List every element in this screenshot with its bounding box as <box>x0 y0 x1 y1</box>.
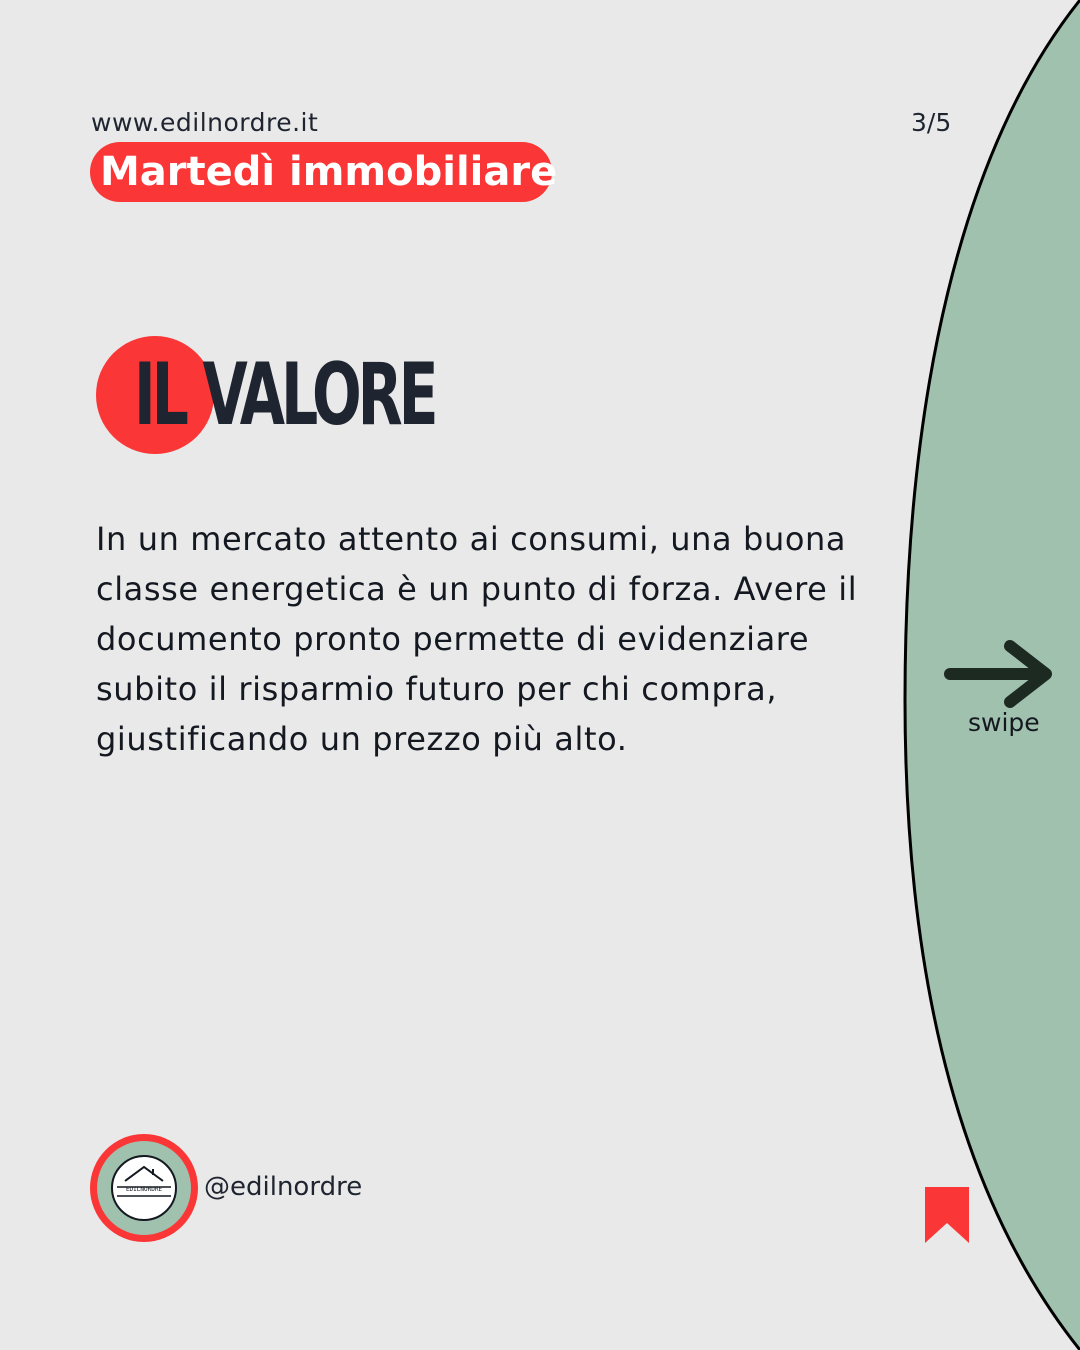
body-paragraph: In un mercato attento ai consumi, una buona classe energetica è un punto di forza. Avere il documento pronto permette di evidenziare subito il risparmio futuro per chi compra, giustificando un prezzo più alto. <box>96 520 858 758</box>
logo <box>111 1155 177 1221</box>
swipe-label: swipe <box>968 708 1040 737</box>
page-counter: 3/5 <box>911 108 952 137</box>
avatar[interactable] <box>90 1134 198 1242</box>
account-handle[interactable]: @edilnordre <box>204 1172 363 1202</box>
series-title: Martedì immobiliare <box>100 149 558 195</box>
site-url[interactable]: www.edilnordre.it <box>91 108 319 137</box>
page-title-word-1: IL <box>134 345 185 445</box>
avatar-ring <box>97 1141 191 1235</box>
arrow-right-icon[interactable] <box>944 640 1056 712</box>
page-title-word-2: VALORE <box>202 345 435 445</box>
series-title-badge <box>90 142 558 202</box>
bookmark-icon[interactable] <box>925 1187 969 1243</box>
logo-text: EDILNORDRE <box>125 1186 163 1193</box>
page-title <box>134 345 435 445</box>
